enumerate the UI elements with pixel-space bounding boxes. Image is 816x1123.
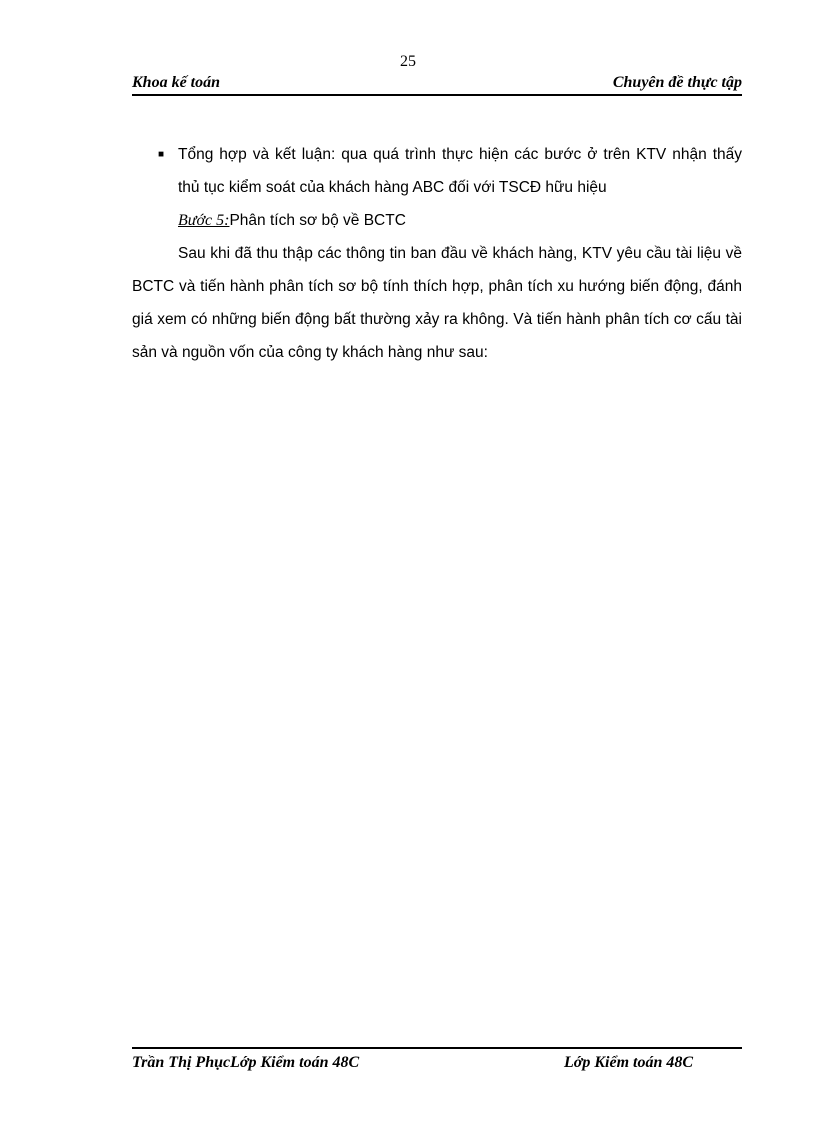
square-bullet-icon: ■ bbox=[158, 149, 165, 160]
step-heading bbox=[178, 204, 742, 237]
bullet-line-1: Tổng hợp và kết luận: qua quá trình thực hiện các bước ở trên KTV nhận thấy bbox=[178, 146, 742, 163]
header-department: Khoa kế toán bbox=[132, 74, 221, 91]
body-content bbox=[158, 138, 742, 237]
page-number: 25 bbox=[400, 53, 416, 70]
bullet-line-2: thủ tục kiểm soát của khách hàng ABC đối với TSCĐ hữu hiệu bbox=[178, 179, 607, 196]
step-label: Bước 5: bbox=[178, 212, 230, 229]
footer-class: Lớp Kiểm toán 48C bbox=[564, 1054, 694, 1071]
bullet-item-conclusion bbox=[158, 138, 742, 204]
paragraph-block bbox=[132, 237, 742, 369]
step-title: Phân tích sơ bộ về BCTC bbox=[229, 212, 406, 229]
page-header bbox=[132, 72, 742, 96]
header-document-type: Chuyên đề thực tập bbox=[612, 74, 742, 91]
page-footer bbox=[132, 1047, 742, 1079]
footer-author: Trần Thị PhụcLớp Kiểm toán 48C bbox=[132, 1054, 360, 1071]
paragraph-text: Sau khi đã thu thập các thông tin ban đầu về khách hàng, KTV yêu cầu tài liệu về BCTC và tiến hành phân tích sơ bộ tính thích hợp, phân tích xu hướng biến động, đánh giá xem có những biến động bất thường xảy ra không. Và tiến hành phân tích cơ cấu tài sản và nguồn vốn của công ty khách hàng như sau: bbox=[132, 245, 742, 361]
